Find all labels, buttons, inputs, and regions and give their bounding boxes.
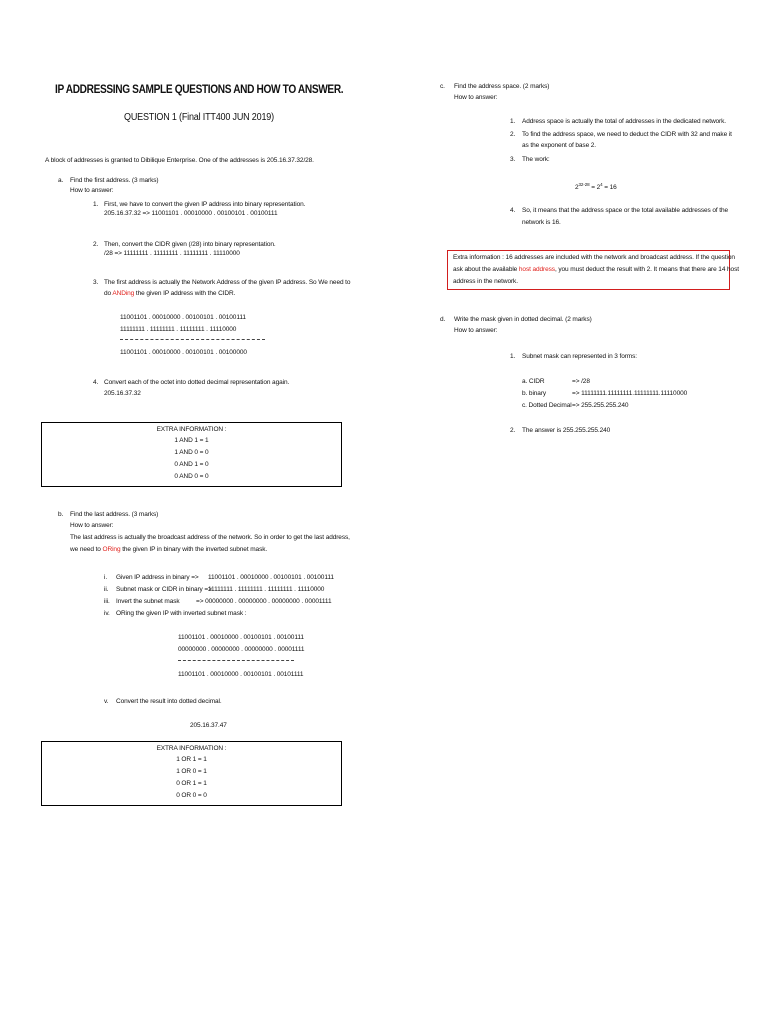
part-b-iv-num: iv. — [104, 610, 110, 617]
part-b-explanation-1: The last address is actually the broadcast address of the network. So in order to get the last address, — [70, 534, 350, 541]
part-a-how: How to answer: — [70, 187, 114, 194]
part-a-step4-result: 205.16.37.32 — [104, 390, 141, 397]
part-a-step2-text: Then, convert the CIDR given (/28) into binary representation. — [104, 241, 276, 248]
extra-info-line-2-pre: ask about the available — [453, 266, 518, 273]
or-extra-info-box — [41, 741, 342, 806]
part-d-how: How to answer: — [454, 327, 498, 334]
part-d-s1-text: Subnet mask can represented in 3 forms: — [522, 353, 637, 360]
part-b-calc-ip: 11001101 . 00010000 . 00100101 . 00100111 — [178, 634, 304, 641]
part-c-formula — [575, 180, 617, 192]
part-b-iv-label: ORing the given IP with inverted subnet mask : — [116, 610, 247, 617]
part-b-explanation-2 — [70, 545, 267, 554]
part-b-calc-inverted-mask: 00000000 . 00000000 . 00000000 . 00001111 — [178, 646, 305, 653]
mask-form-cidr-value: => /28 — [572, 378, 590, 385]
host-address-highlight: host address — [518, 266, 555, 273]
and-box-line: 1 AND 0 = 0 — [174, 449, 209, 456]
mask-form-binary-value: => 11111111.11111111.11111111.11110000 — [572, 390, 688, 397]
part-a-step1-text: First, we have to convert the given IP address into binary representation. — [104, 201, 306, 208]
part-a-step2-binary: /28 => 11111111 . 11111111 . 11111111 . 11110000 — [104, 250, 240, 257]
question-intro: A block of addresses is granted to Dibilique Enterprise. One of the addresses is 205.16.37.32/28. — [45, 157, 314, 164]
part-a-step3-post: the given IP address with the CIDR. — [135, 290, 236, 297]
or-box-line: 0 OR 0 = 0 — [176, 792, 207, 799]
page-title: IP ADDRESSING SAMPLE QUESTIONS AND HOW TO ANSWER. — [55, 84, 344, 96]
part-a-step3-line2 — [104, 289, 235, 298]
part-b-result: 205.16.37.47 — [190, 722, 227, 729]
formula-mid: = 2 — [589, 184, 601, 192]
extra-info-line-1: Extra information : 16 addresses are included with the network and broadcast address. If the question — [453, 254, 735, 261]
part-d-s1-num: 1. — [510, 353, 516, 360]
part-b-v-num: v. — [104, 698, 109, 705]
part-a-calc-divider — [120, 339, 265, 340]
question-title: QUESTION 1 (Final ITT400 JUN 2019) — [124, 112, 274, 123]
part-d-heading: Write the mask given in dotted decimal. (2 marks) — [454, 316, 592, 323]
part-b-line2-pre: we need to — [70, 546, 101, 553]
part-a-calc-mask: 11111111 . 11111111 . 11111111 . 11110000 — [120, 326, 237, 333]
part-c-s2-num: 2. — [510, 131, 516, 138]
part-d-marker: d. — [440, 316, 446, 323]
part-b-heading: Find the last address. (3 marks) — [70, 511, 159, 518]
part-b-iii-label: Invert the subnet mask — [116, 598, 180, 605]
part-b-i-value: 11001101 . 00010000 . 00100101 . 00100111 — [208, 574, 334, 581]
part-c-heading: Find the address space. (2 marks) — [454, 83, 550, 90]
part-a-step2-num: 2. — [93, 241, 99, 248]
part-a-calc-ip: 11001101 . 00010000 . 00100101 . 00100111 — [120, 314, 246, 321]
part-b-i-num: i. — [104, 574, 108, 581]
part-a-heading: Find the first address. (3 marks) — [70, 177, 159, 184]
part-c-marker: c. — [440, 83, 445, 90]
part-a-step1-num: 1. — [93, 201, 99, 208]
part-c-s2-text: To find the address space, we need to deduct the CIDR with 32 and make it — [522, 131, 732, 138]
mask-form-decimal-value: => 255.255.255.240 — [572, 402, 629, 409]
part-b-calc-result: 11001101 . 00010000 . 00100101 . 00101111 — [178, 671, 304, 678]
host-address-extra-info-box — [447, 250, 739, 290]
part-b-v-label: Convert the result into dotted decimal. — [116, 698, 222, 705]
part-b-i-label: Given IP address in binary => — [116, 574, 199, 581]
formula-exponent-2: 4 — [600, 182, 603, 187]
or-box-line: 1 OR 1 = 1 — [176, 756, 207, 763]
part-a-step3-pre: do — [104, 290, 112, 297]
or-box-line: 0 OR 1 = 1 — [176, 780, 207, 787]
part-b-calc-divider — [178, 660, 294, 661]
part-a-marker: a. — [58, 177, 64, 184]
part-c-s4-text: So, it means that the address space or the total available addresses of the — [522, 207, 729, 214]
part-a-anding-highlight: ANDing — [112, 290, 135, 297]
and-box-line: 0 AND 1 = 0 — [174, 461, 209, 468]
part-c-s3-text: The work: — [522, 156, 550, 163]
and-box-line: 0 AND 0 = 0 — [174, 473, 209, 480]
formula-base: 2 — [575, 184, 579, 192]
part-a-step4-text: Convert each of the octet into dotted decimal representation again. — [104, 379, 290, 386]
part-b-ii-num: ii. — [104, 586, 109, 593]
mask-form-cidr-label: a. CIDR — [522, 378, 545, 385]
and-extra-info-box — [41, 422, 342, 487]
part-c-s1-text: Address space is actually the total of addresses in the dedicated network. — [522, 118, 726, 125]
formula-end: = 16 — [602, 184, 617, 192]
part-b-marker: b. — [58, 511, 64, 518]
part-c-s2-text-cont: as the exponent of base 2. — [522, 142, 597, 149]
extra-info-line-3: address in the network. — [453, 278, 518, 285]
formula-exponent-1: 32-28 — [578, 182, 590, 187]
part-b-ii-value: 11111111 . 11111111 . 11111111 . 11110000 — [208, 586, 325, 593]
part-c-s3-num: 3. — [510, 156, 516, 163]
part-a-step3-num: 3. — [93, 279, 99, 286]
part-a-step1-binary: 205.16.37.32 => 11001101 . 00010000 . 00100101 . 00100111 — [104, 210, 278, 217]
or-box-title: EXTRA INFORMATION : — [156, 745, 227, 752]
or-box-line: 1 OR 0 = 1 — [176, 768, 207, 775]
part-c-s4-num: 4. — [510, 207, 516, 214]
part-c-s4-text-cont: network is 16. — [522, 219, 561, 226]
extra-info-line-2 — [453, 265, 739, 274]
part-c-s1-num: 1. — [510, 118, 516, 125]
part-a-calc-result: 11001101 . 00010000 . 00100101 . 00100000 — [120, 349, 247, 356]
part-b-ii-label: Subnet mask or CIDR in binary => — [116, 586, 212, 593]
mask-form-binary-label: b. binary — [522, 390, 547, 397]
part-c-how: How to answer: — [454, 94, 498, 101]
part-d-s2-num: 2. — [510, 427, 516, 434]
part-b-iii-num: iii. — [104, 598, 110, 605]
part-a-step3-text: The first address is actually the Network Address of the given IP address. So We need to — [104, 279, 351, 286]
part-b-how: How to answer: — [70, 522, 114, 529]
part-d-answer: The answer is 255.255.255.240 — [522, 427, 611, 434]
part-b-iii-value: => 00000000 . 00000000 . 00000000 . 00001111 — [196, 598, 332, 605]
part-b-oring-highlight: ORing — [102, 546, 121, 553]
and-box-title: EXTRA INFORMATION : — [156, 426, 227, 433]
part-a-step4-num: 4. — [93, 379, 99, 386]
extra-info-line-2-post: , you must deduct the result with 2. It means that there are 14 host — [554, 266, 739, 273]
and-box-line: 1 AND 1 = 1 — [174, 437, 209, 444]
part-b-line2-post: the given IP in binary with the inverted subnet mask. — [122, 546, 268, 553]
mask-form-decimal-label: c. Dotted Decimal — [522, 402, 572, 409]
